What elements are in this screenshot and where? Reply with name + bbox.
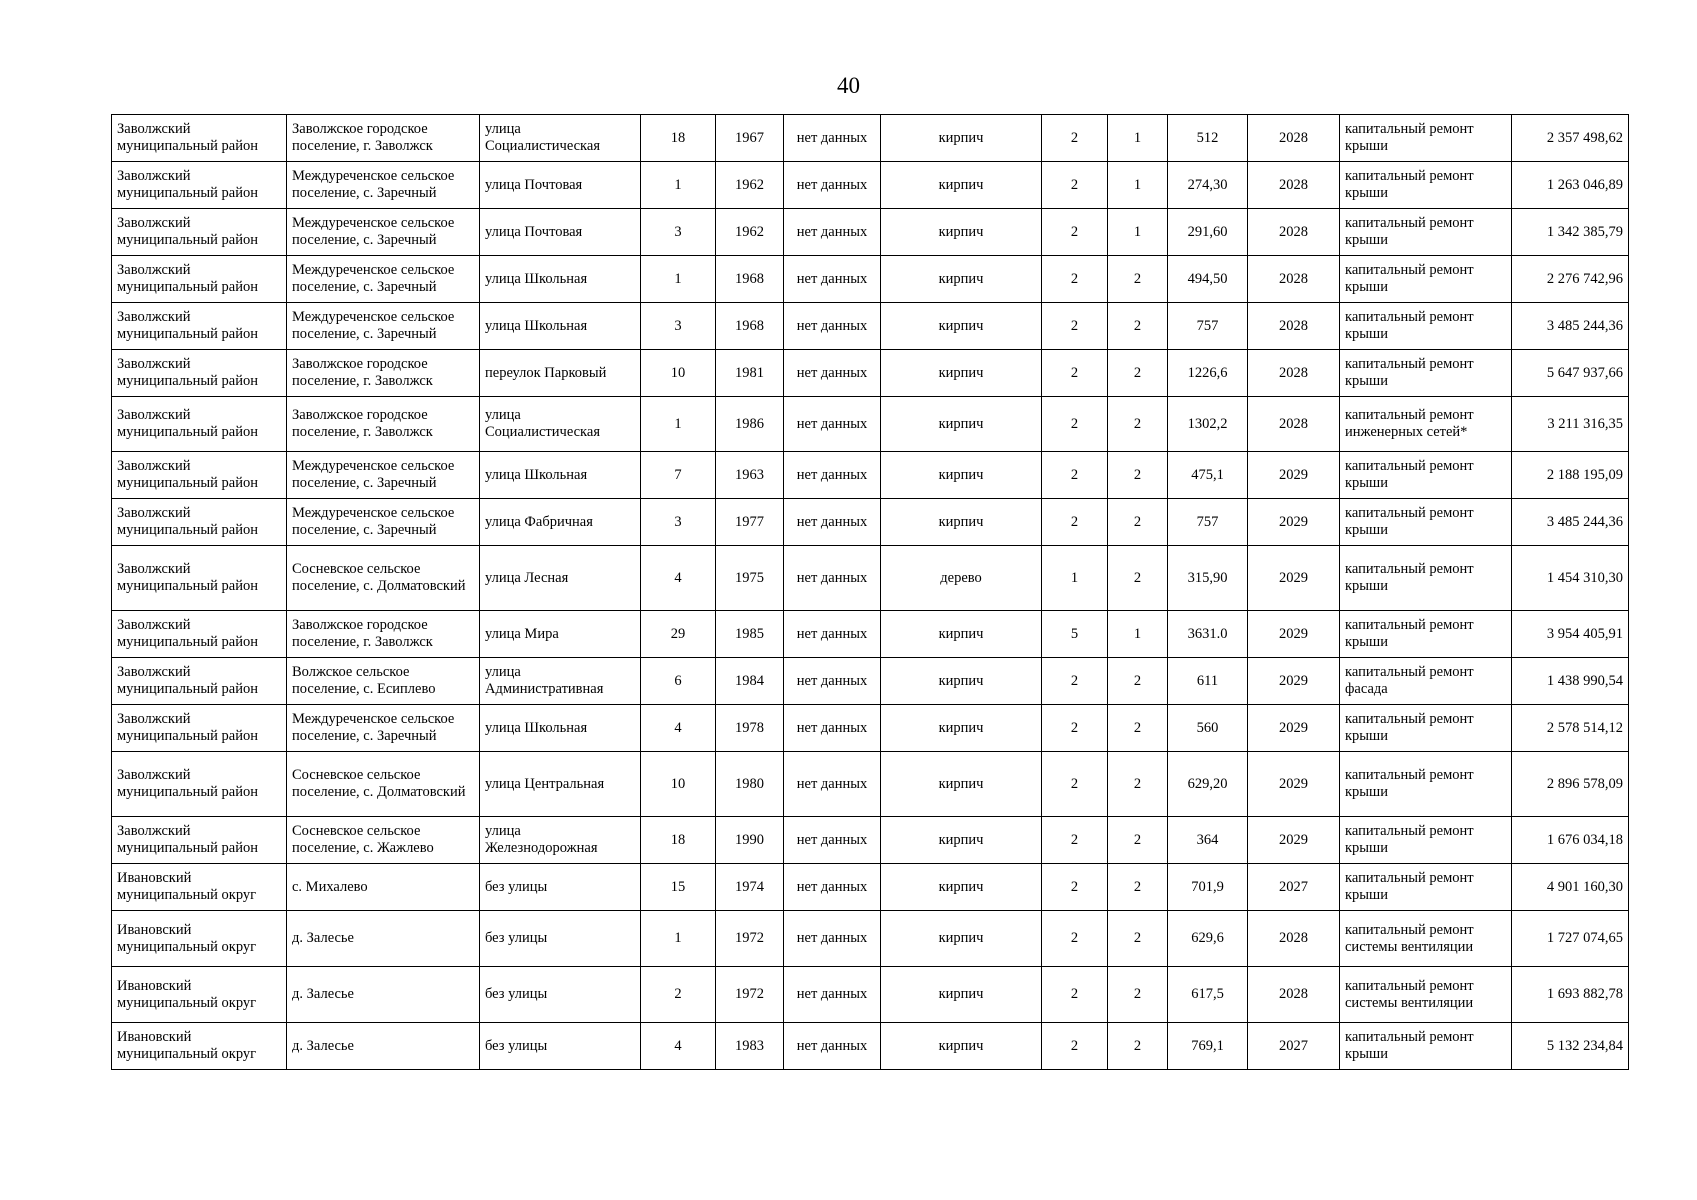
cell-entrances: 2 <box>1108 546 1168 611</box>
cell-info: нет данных <box>784 256 881 303</box>
cell-wall-material: кирпич <box>881 162 1042 209</box>
cell-build-year: 1967 <box>716 115 784 162</box>
cell-build-year: 1983 <box>716 1023 784 1070</box>
cell-district: Заволжский муниципальный район <box>112 209 287 256</box>
cell-build-year: 1981 <box>716 350 784 397</box>
cell-plan-year: 2029 <box>1248 611 1340 658</box>
cell-work-type: капитальный ремонт крыши <box>1340 752 1512 817</box>
cell-build-year: 1968 <box>716 303 784 350</box>
cell-plan-year: 2028 <box>1248 162 1340 209</box>
cell-street: улица Школьная <box>480 303 641 350</box>
cell-build-year: 1975 <box>716 546 784 611</box>
cell-build-year: 1963 <box>716 452 784 499</box>
cell-settlement: Заволжское городское поселение, г. Заволжск <box>287 397 480 452</box>
cell-area: 769,1 <box>1168 1023 1248 1070</box>
cell-street: без улицы <box>480 864 641 911</box>
cell-entrances: 2 <box>1108 303 1168 350</box>
table-row <box>112 209 1629 256</box>
table-row <box>112 967 1629 1023</box>
cell-house-number: 1 <box>641 162 716 209</box>
cell-area: 611 <box>1168 658 1248 705</box>
cell-floors: 2 <box>1042 967 1108 1023</box>
cell-floors: 2 <box>1042 499 1108 546</box>
cell-street: улица Социалистическая <box>480 397 641 452</box>
cell-district: Заволжский муниципальный район <box>112 546 287 611</box>
cell-cost: 2 357 498,62 <box>1512 115 1629 162</box>
cell-plan-year: 2028 <box>1248 397 1340 452</box>
cell-settlement: Заволжское городское поселение, г. Заволжск <box>287 350 480 397</box>
cell-floors: 2 <box>1042 752 1108 817</box>
table-row <box>112 256 1629 303</box>
cell-district: Заволжский муниципальный район <box>112 162 287 209</box>
cell-district: Заволжский муниципальный район <box>112 303 287 350</box>
cell-info: нет данных <box>784 911 881 967</box>
cell-area: 629,6 <box>1168 911 1248 967</box>
cell-cost: 3 485 244,36 <box>1512 499 1629 546</box>
table-row <box>112 162 1629 209</box>
table-row <box>112 1023 1629 1070</box>
cell-work-type: капитальный ремонт крыши <box>1340 452 1512 499</box>
cell-cost: 1 676 034,18 <box>1512 817 1629 864</box>
cell-street: улица Железнодорожная <box>480 817 641 864</box>
cell-work-type: капитальный ремонт крыши <box>1340 1023 1512 1070</box>
cell-cost: 1 263 046,89 <box>1512 162 1629 209</box>
cell-street: улица Лесная <box>480 546 641 611</box>
cell-district: Заволжский муниципальный район <box>112 256 287 303</box>
cell-area: 274,30 <box>1168 162 1248 209</box>
cell-house-number: 3 <box>641 499 716 546</box>
cell-entrances: 2 <box>1108 1023 1168 1070</box>
cell-info: нет данных <box>784 752 881 817</box>
cell-floors: 2 <box>1042 705 1108 752</box>
cell-info: нет данных <box>784 1023 881 1070</box>
cell-work-type: капитальный ремонт крыши <box>1340 611 1512 658</box>
cell-area: 291,60 <box>1168 209 1248 256</box>
cell-area: 494,50 <box>1168 256 1248 303</box>
cell-plan-year: 2029 <box>1248 705 1340 752</box>
cell-district: Заволжский муниципальный район <box>112 452 287 499</box>
cell-settlement: Междуреченское сельское поселение, с. Заречный <box>287 499 480 546</box>
cell-entrances: 2 <box>1108 864 1168 911</box>
cell-cost: 3 211 316,35 <box>1512 397 1629 452</box>
cell-entrances: 2 <box>1108 752 1168 817</box>
cell-plan-year: 2028 <box>1248 256 1340 303</box>
cell-entrances: 2 <box>1108 817 1168 864</box>
cell-street: улица Школьная <box>480 705 641 752</box>
table-body <box>112 115 1629 1070</box>
cell-info: нет данных <box>784 864 881 911</box>
cell-area: 512 <box>1168 115 1248 162</box>
cell-build-year: 1972 <box>716 967 784 1023</box>
cell-plan-year: 2028 <box>1248 911 1340 967</box>
cell-wall-material: дерево <box>881 546 1042 611</box>
cell-cost: 4 901 160,30 <box>1512 864 1629 911</box>
cell-house-number: 15 <box>641 864 716 911</box>
cell-wall-material: кирпич <box>881 350 1042 397</box>
cell-build-year: 1962 <box>716 162 784 209</box>
table-row <box>112 658 1629 705</box>
cell-district: Заволжский муниципальный район <box>112 611 287 658</box>
cell-build-year: 1990 <box>716 817 784 864</box>
buildings-table <box>111 114 1629 1070</box>
cell-plan-year: 2029 <box>1248 752 1340 817</box>
cell-floors: 2 <box>1042 115 1108 162</box>
cell-house-number: 3 <box>641 209 716 256</box>
cell-entrances: 2 <box>1108 397 1168 452</box>
cell-cost: 2 276 742,96 <box>1512 256 1629 303</box>
cell-plan-year: 2029 <box>1248 658 1340 705</box>
cell-plan-year: 2028 <box>1248 303 1340 350</box>
cell-wall-material: кирпич <box>881 397 1042 452</box>
cell-house-number: 1 <box>641 397 716 452</box>
table-row <box>112 864 1629 911</box>
cell-wall-material: кирпич <box>881 209 1042 256</box>
cell-info: нет данных <box>784 303 881 350</box>
cell-settlement: Сосневское сельское поселение, с. Долматовский <box>287 546 480 611</box>
cell-build-year: 1974 <box>716 864 784 911</box>
cell-entrances: 1 <box>1108 611 1168 658</box>
table-row <box>112 911 1629 967</box>
cell-entrances: 2 <box>1108 911 1168 967</box>
cell-work-type: капитальный ремонт крыши <box>1340 546 1512 611</box>
page-number: 40 <box>837 73 860 98</box>
table-row <box>112 611 1629 658</box>
cell-plan-year: 2028 <box>1248 209 1340 256</box>
cell-cost: 1 727 074,65 <box>1512 911 1629 967</box>
cell-build-year: 1972 <box>716 911 784 967</box>
cell-cost: 3 485 244,36 <box>1512 303 1629 350</box>
cell-settlement: Заволжское городское поселение, г. Заволжск <box>287 115 480 162</box>
cell-settlement: д. Залесье <box>287 1023 480 1070</box>
cell-wall-material: кирпич <box>881 256 1042 303</box>
cell-info: нет данных <box>784 452 881 499</box>
cell-street: улица Мира <box>480 611 641 658</box>
cell-info: нет данных <box>784 209 881 256</box>
cell-district: Заволжский муниципальный район <box>112 397 287 452</box>
cell-cost: 2 188 195,09 <box>1512 452 1629 499</box>
cell-floors: 2 <box>1042 658 1108 705</box>
cell-floors: 1 <box>1042 546 1108 611</box>
cell-area: 1226,6 <box>1168 350 1248 397</box>
cell-wall-material: кирпич <box>881 817 1042 864</box>
cell-work-type: капитальный ремонт крыши <box>1340 209 1512 256</box>
cell-work-type: капитальный ремонт крыши <box>1340 350 1512 397</box>
cell-district: Заволжский муниципальный район <box>112 752 287 817</box>
cell-cost: 1 454 310,30 <box>1512 546 1629 611</box>
cell-area: 701,9 <box>1168 864 1248 911</box>
cell-floors: 2 <box>1042 162 1108 209</box>
cell-work-type: капитальный ремонт крыши <box>1340 817 1512 864</box>
cell-floors: 5 <box>1042 611 1108 658</box>
cell-entrances: 2 <box>1108 452 1168 499</box>
table-row <box>112 452 1629 499</box>
cell-info: нет данных <box>784 162 881 209</box>
cell-house-number: 6 <box>641 658 716 705</box>
cell-district: Ивановский муниципальный округ <box>112 1023 287 1070</box>
table-row <box>112 303 1629 350</box>
cell-floors: 2 <box>1042 303 1108 350</box>
cell-house-number: 18 <box>641 817 716 864</box>
cell-cost: 3 954 405,91 <box>1512 611 1629 658</box>
cell-work-type: капитальный ремонт крыши <box>1340 499 1512 546</box>
cell-floors: 2 <box>1042 209 1108 256</box>
cell-area: 364 <box>1168 817 1248 864</box>
cell-settlement: Междуреченское сельское поселение, с. Заречный <box>287 256 480 303</box>
cell-work-type: капитальный ремонт системы вентиляции <box>1340 911 1512 967</box>
cell-district: Заволжский муниципальный район <box>112 705 287 752</box>
cell-street: без улицы <box>480 967 641 1023</box>
cell-street: улица Школьная <box>480 256 641 303</box>
cell-build-year: 1978 <box>716 705 784 752</box>
cell-district: Заволжский муниципальный район <box>112 817 287 864</box>
cell-work-type: капитальный ремонт крыши <box>1340 256 1512 303</box>
cell-plan-year: 2029 <box>1248 546 1340 611</box>
cell-floors: 2 <box>1042 397 1108 452</box>
cell-cost: 1 342 385,79 <box>1512 209 1629 256</box>
cell-plan-year: 2029 <box>1248 817 1340 864</box>
cell-settlement: д. Залесье <box>287 967 480 1023</box>
table-row <box>112 499 1629 546</box>
cell-house-number: 1 <box>641 256 716 303</box>
cell-wall-material: кирпич <box>881 611 1042 658</box>
cell-floors: 2 <box>1042 256 1108 303</box>
cell-cost: 1 438 990,54 <box>1512 658 1629 705</box>
cell-wall-material: кирпич <box>881 452 1042 499</box>
cell-build-year: 1980 <box>716 752 784 817</box>
cell-plan-year: 2027 <box>1248 1023 1340 1070</box>
table-row <box>112 115 1629 162</box>
cell-street: переулок Парковый <box>480 350 641 397</box>
cell-info: нет данных <box>784 817 881 864</box>
cell-wall-material: кирпич <box>881 705 1042 752</box>
cell-build-year: 1968 <box>716 256 784 303</box>
cell-district: Ивановский муниципальный округ <box>112 967 287 1023</box>
cell-floors: 2 <box>1042 911 1108 967</box>
cell-district: Заволжский муниципальный район <box>112 115 287 162</box>
cell-build-year: 1984 <box>716 658 784 705</box>
cell-info: нет данных <box>784 705 881 752</box>
cell-settlement: Волжское сельское поселение, с. Есиплево <box>287 658 480 705</box>
cell-cost: 2 578 514,12 <box>1512 705 1629 752</box>
cell-work-type: капитальный ремонт крыши <box>1340 864 1512 911</box>
cell-info: нет данных <box>784 397 881 452</box>
cell-street: без улицы <box>480 911 641 967</box>
cell-street: улица Почтовая <box>480 209 641 256</box>
cell-floors: 2 <box>1042 817 1108 864</box>
cell-settlement: Сосневское сельское поселение, с. Жажлево <box>287 817 480 864</box>
cell-build-year: 1986 <box>716 397 784 452</box>
cell-build-year: 1962 <box>716 209 784 256</box>
cell-area: 757 <box>1168 499 1248 546</box>
cell-entrances: 1 <box>1108 209 1168 256</box>
cell-entrances: 2 <box>1108 658 1168 705</box>
cell-wall-material: кирпич <box>881 1023 1042 1070</box>
cell-plan-year: 2027 <box>1248 864 1340 911</box>
cell-street: улица Социалистическая <box>480 115 641 162</box>
cell-wall-material: кирпич <box>881 911 1042 967</box>
cell-street: улица Фабричная <box>480 499 641 546</box>
cell-entrances: 2 <box>1108 350 1168 397</box>
cell-floors: 2 <box>1042 1023 1108 1070</box>
cell-area: 475,1 <box>1168 452 1248 499</box>
table-row <box>112 752 1629 817</box>
cell-district: Заволжский муниципальный район <box>112 658 287 705</box>
cell-settlement: с. Михалево <box>287 864 480 911</box>
cell-entrances: 1 <box>1108 162 1168 209</box>
cell-house-number: 2 <box>641 967 716 1023</box>
cell-street: улица Почтовая <box>480 162 641 209</box>
cell-settlement: Сосневское сельское поселение, с. Долматовский <box>287 752 480 817</box>
cell-work-type: капитальный ремонт инженерных сетей* <box>1340 397 1512 452</box>
cell-house-number: 3 <box>641 303 716 350</box>
cell-info: нет данных <box>784 499 881 546</box>
cell-district: Заволжский муниципальный район <box>112 499 287 546</box>
cell-cost: 2 896 578,09 <box>1512 752 1629 817</box>
cell-wall-material: кирпич <box>881 864 1042 911</box>
cell-house-number: 4 <box>641 705 716 752</box>
cell-info: нет данных <box>784 350 881 397</box>
cell-district: Ивановский муниципальный округ <box>112 911 287 967</box>
cell-wall-material: кирпич <box>881 658 1042 705</box>
cell-house-number: 7 <box>641 452 716 499</box>
cell-wall-material: кирпич <box>881 752 1042 817</box>
cell-floors: 2 <box>1042 350 1108 397</box>
cell-house-number: 10 <box>641 752 716 817</box>
cell-house-number: 4 <box>641 546 716 611</box>
table-row <box>112 705 1629 752</box>
cell-house-number: 10 <box>641 350 716 397</box>
cell-wall-material: кирпич <box>881 499 1042 546</box>
cell-cost: 5 647 937,66 <box>1512 350 1629 397</box>
cell-work-type: капитальный ремонт фасада <box>1340 658 1512 705</box>
cell-cost: 5 132 234,84 <box>1512 1023 1629 1070</box>
cell-work-type: капитальный ремонт крыши <box>1340 115 1512 162</box>
cell-area: 315,90 <box>1168 546 1248 611</box>
cell-entrances: 2 <box>1108 499 1168 546</box>
cell-settlement: Междуреченское сельское поселение, с. Заречный <box>287 303 480 350</box>
cell-district: Ивановский муниципальный округ <box>112 864 287 911</box>
cell-wall-material: кирпич <box>881 967 1042 1023</box>
cell-house-number: 18 <box>641 115 716 162</box>
cell-settlement: Междуреченское сельское поселение, с. Заречный <box>287 705 480 752</box>
table-row <box>112 546 1629 611</box>
cell-wall-material: кирпич <box>881 303 1042 350</box>
cell-house-number: 29 <box>641 611 716 658</box>
cell-work-type: капитальный ремонт крыши <box>1340 162 1512 209</box>
cell-plan-year: 2029 <box>1248 499 1340 546</box>
cell-cost: 1 693 882,78 <box>1512 967 1629 1023</box>
cell-house-number: 4 <box>641 1023 716 1070</box>
cell-street: улица Центральная <box>480 752 641 817</box>
cell-info: нет данных <box>784 658 881 705</box>
cell-area: 629,20 <box>1168 752 1248 817</box>
cell-settlement: Междуреченское сельское поселение, с. Заречный <box>287 209 480 256</box>
cell-info: нет данных <box>784 611 881 658</box>
cell-work-type: капитальный ремонт крыши <box>1340 705 1512 752</box>
cell-wall-material: кирпич <box>881 115 1042 162</box>
cell-work-type: капитальный ремонт крыши <box>1340 303 1512 350</box>
cell-floors: 2 <box>1042 452 1108 499</box>
cell-settlement: Междуреченское сельское поселение, с. Заречный <box>287 452 480 499</box>
cell-street: улица Административная <box>480 658 641 705</box>
cell-plan-year: 2028 <box>1248 350 1340 397</box>
cell-plan-year: 2028 <box>1248 967 1340 1023</box>
cell-info: нет данных <box>784 115 881 162</box>
cell-area: 560 <box>1168 705 1248 752</box>
cell-work-type: капитальный ремонт системы вентиляции <box>1340 967 1512 1023</box>
cell-area: 757 <box>1168 303 1248 350</box>
cell-entrances: 2 <box>1108 705 1168 752</box>
cell-plan-year: 2028 <box>1248 115 1340 162</box>
cell-info: нет данных <box>784 967 881 1023</box>
cell-area: 3631.0 <box>1168 611 1248 658</box>
table-row <box>112 817 1629 864</box>
cell-area: 617,5 <box>1168 967 1248 1023</box>
cell-settlement: д. Залесье <box>287 911 480 967</box>
cell-house-number: 1 <box>641 911 716 967</box>
cell-settlement: Междуреченское сельское поселение, с. Заречный <box>287 162 480 209</box>
cell-settlement: Заволжское городское поселение, г. Заволжск <box>287 611 480 658</box>
cell-entrances: 1 <box>1108 115 1168 162</box>
cell-info: нет данных <box>784 546 881 611</box>
cell-street: улица Школьная <box>480 452 641 499</box>
cell-street: без улицы <box>480 1023 641 1070</box>
cell-plan-year: 2029 <box>1248 452 1340 499</box>
cell-area: 1302,2 <box>1168 397 1248 452</box>
cell-floors: 2 <box>1042 864 1108 911</box>
cell-build-year: 1977 <box>716 499 784 546</box>
table-row <box>112 350 1629 397</box>
cell-entrances: 2 <box>1108 967 1168 1023</box>
cell-build-year: 1985 <box>716 611 784 658</box>
cell-entrances: 2 <box>1108 256 1168 303</box>
cell-district: Заволжский муниципальный район <box>112 350 287 397</box>
table-row <box>112 397 1629 452</box>
